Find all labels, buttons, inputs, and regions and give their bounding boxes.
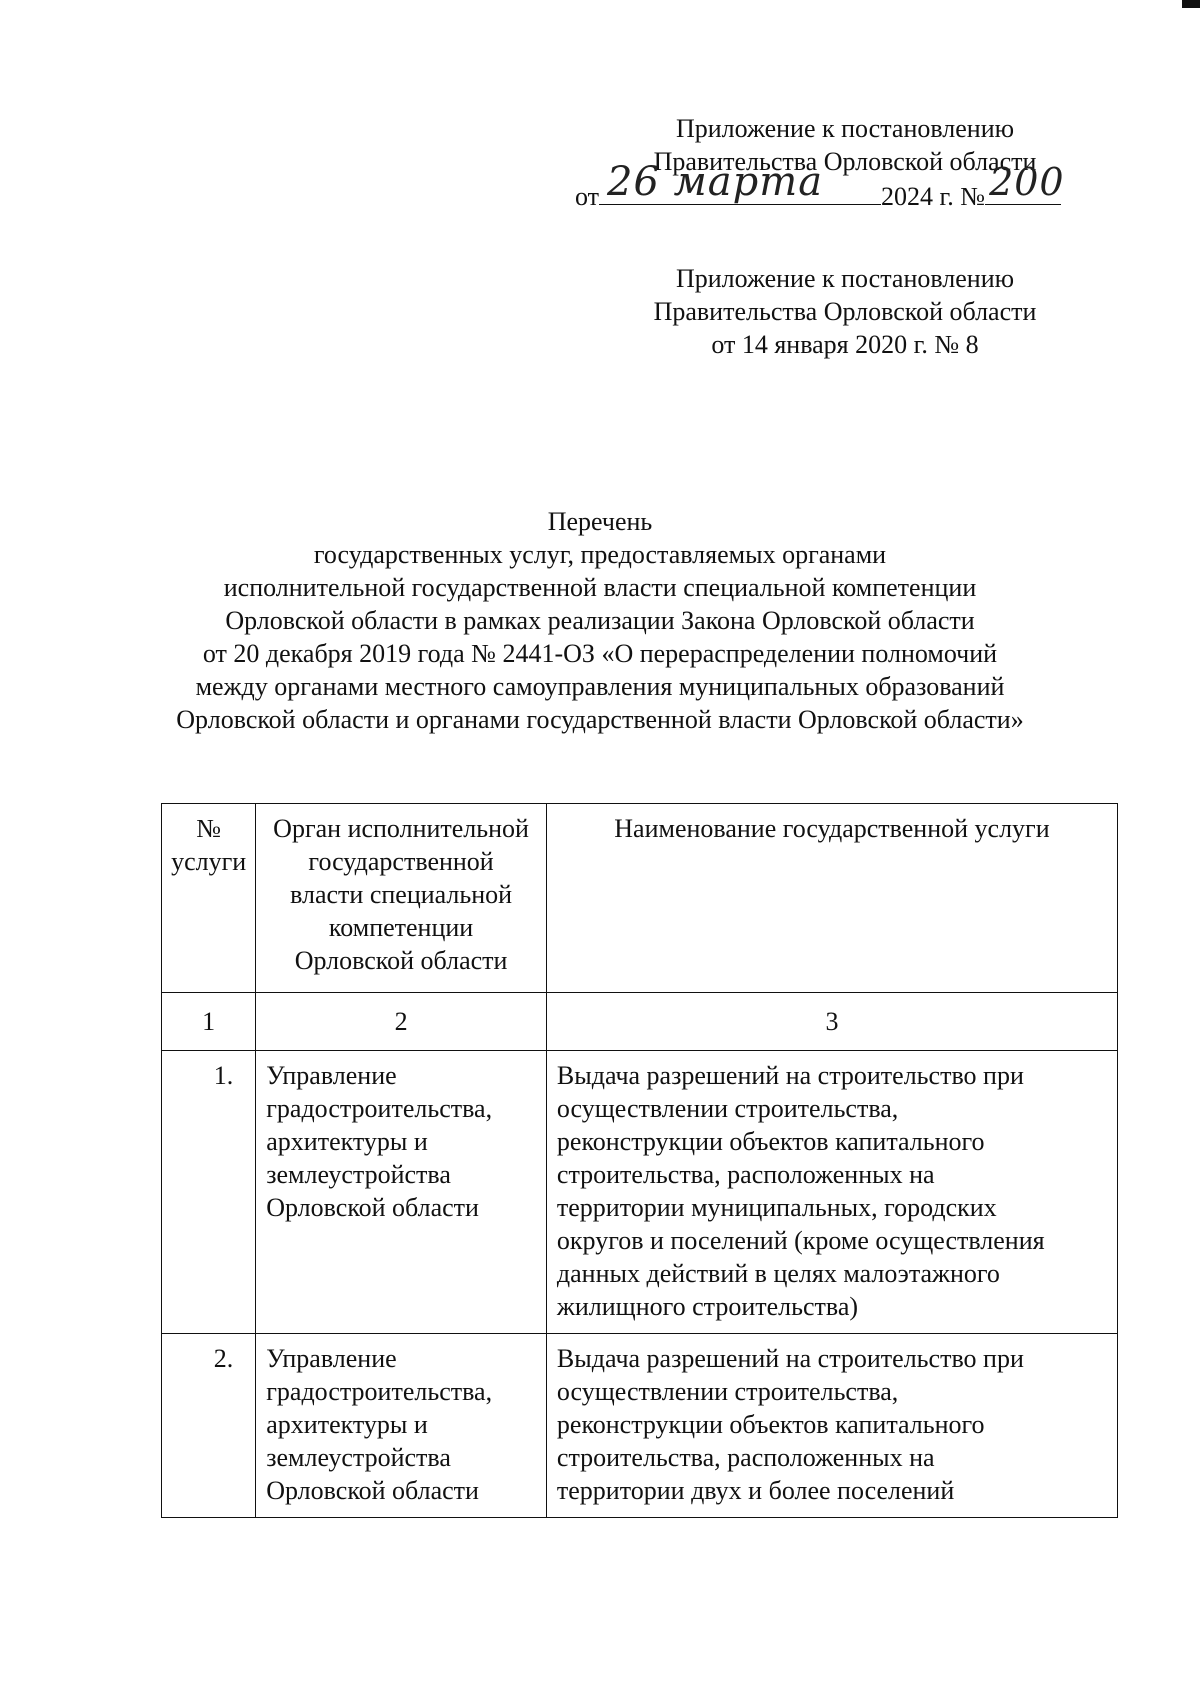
scan-corner-mark xyxy=(1182,0,1200,8)
title-line4: Орловской области в рамках реализации Закона Орловской области xyxy=(225,606,975,635)
header-authority: Орган исполнительной государственной власти специальной компетенции Орловской области xyxy=(256,804,547,993)
row-authority: Управление градостроительства, архитектуры и землеустройства Орловской области xyxy=(256,1334,547,1518)
table-row xyxy=(162,1051,1118,1334)
appendix-current-line2: Правительства Орловской области xyxy=(653,147,1037,176)
handwritten-date: 26 марта xyxy=(607,159,824,205)
appendix-original-line3: от 14 января 2020 г. № 8 xyxy=(711,330,979,359)
header-service-name: Наименование государственной услуги xyxy=(546,804,1117,993)
appendix-header-current xyxy=(575,112,1115,213)
appendix-header-original xyxy=(575,262,1115,361)
appendix-original-line1: Приложение к постановлению xyxy=(675,264,1015,293)
appendix-original-line2: Правительства Орловской области xyxy=(653,297,1037,326)
services-table xyxy=(161,803,1118,1518)
year-text: 2024 г. № xyxy=(881,182,986,211)
appendix-current-line1: Приложение к постановлению xyxy=(675,114,1015,143)
title-line6: между органами местного самоуправления муниципальных образований xyxy=(195,672,1005,701)
row-service-name: Выдача разрешений на строительство при осуществлении строительства, реконструкции объектов капитального строительства, расположенных на территории двух и более поселений xyxy=(546,1334,1117,1518)
title-line1: Перечень xyxy=(547,507,653,536)
handwritten-number: 200 xyxy=(989,160,1065,204)
title-line5: от 20 декабря 2019 года № 2441-ОЗ «О перераспределении полномочий xyxy=(202,639,998,668)
header-service-number: № услуги xyxy=(162,804,256,993)
column-number: 3 xyxy=(546,993,1117,1051)
date-blank xyxy=(599,159,881,205)
column-number: 2 xyxy=(256,993,547,1051)
table-header-row xyxy=(162,804,1118,993)
document-title xyxy=(100,505,1100,736)
column-number-row xyxy=(162,993,1118,1051)
title-line2: государственных услуг, предоставляемых органами xyxy=(313,540,887,569)
row-number: 1. xyxy=(162,1051,256,1334)
row-service-name: Выдача разрешений на строительство при осуществлении строительства, реконструкции объектов капитального строительства, расположенных на территории муниципальных, городских округов и поселений (кроме осуществления данных действий в целях малоэтажного жилищного строительства) xyxy=(546,1051,1117,1334)
row-number: 2. xyxy=(162,1334,256,1518)
date-prefix: от xyxy=(575,182,600,211)
number-blank xyxy=(985,160,1065,205)
title-line7: Орловской области и органами государственной власти Орловской области» xyxy=(176,705,1024,734)
title-line3: исполнительной государственной власти специальной компетенции xyxy=(223,573,977,602)
row-authority: Управление градостроительства, архитектуры и землеустройства Орловской области xyxy=(256,1051,547,1334)
column-number: 1 xyxy=(162,993,256,1051)
table-row xyxy=(162,1334,1118,1518)
